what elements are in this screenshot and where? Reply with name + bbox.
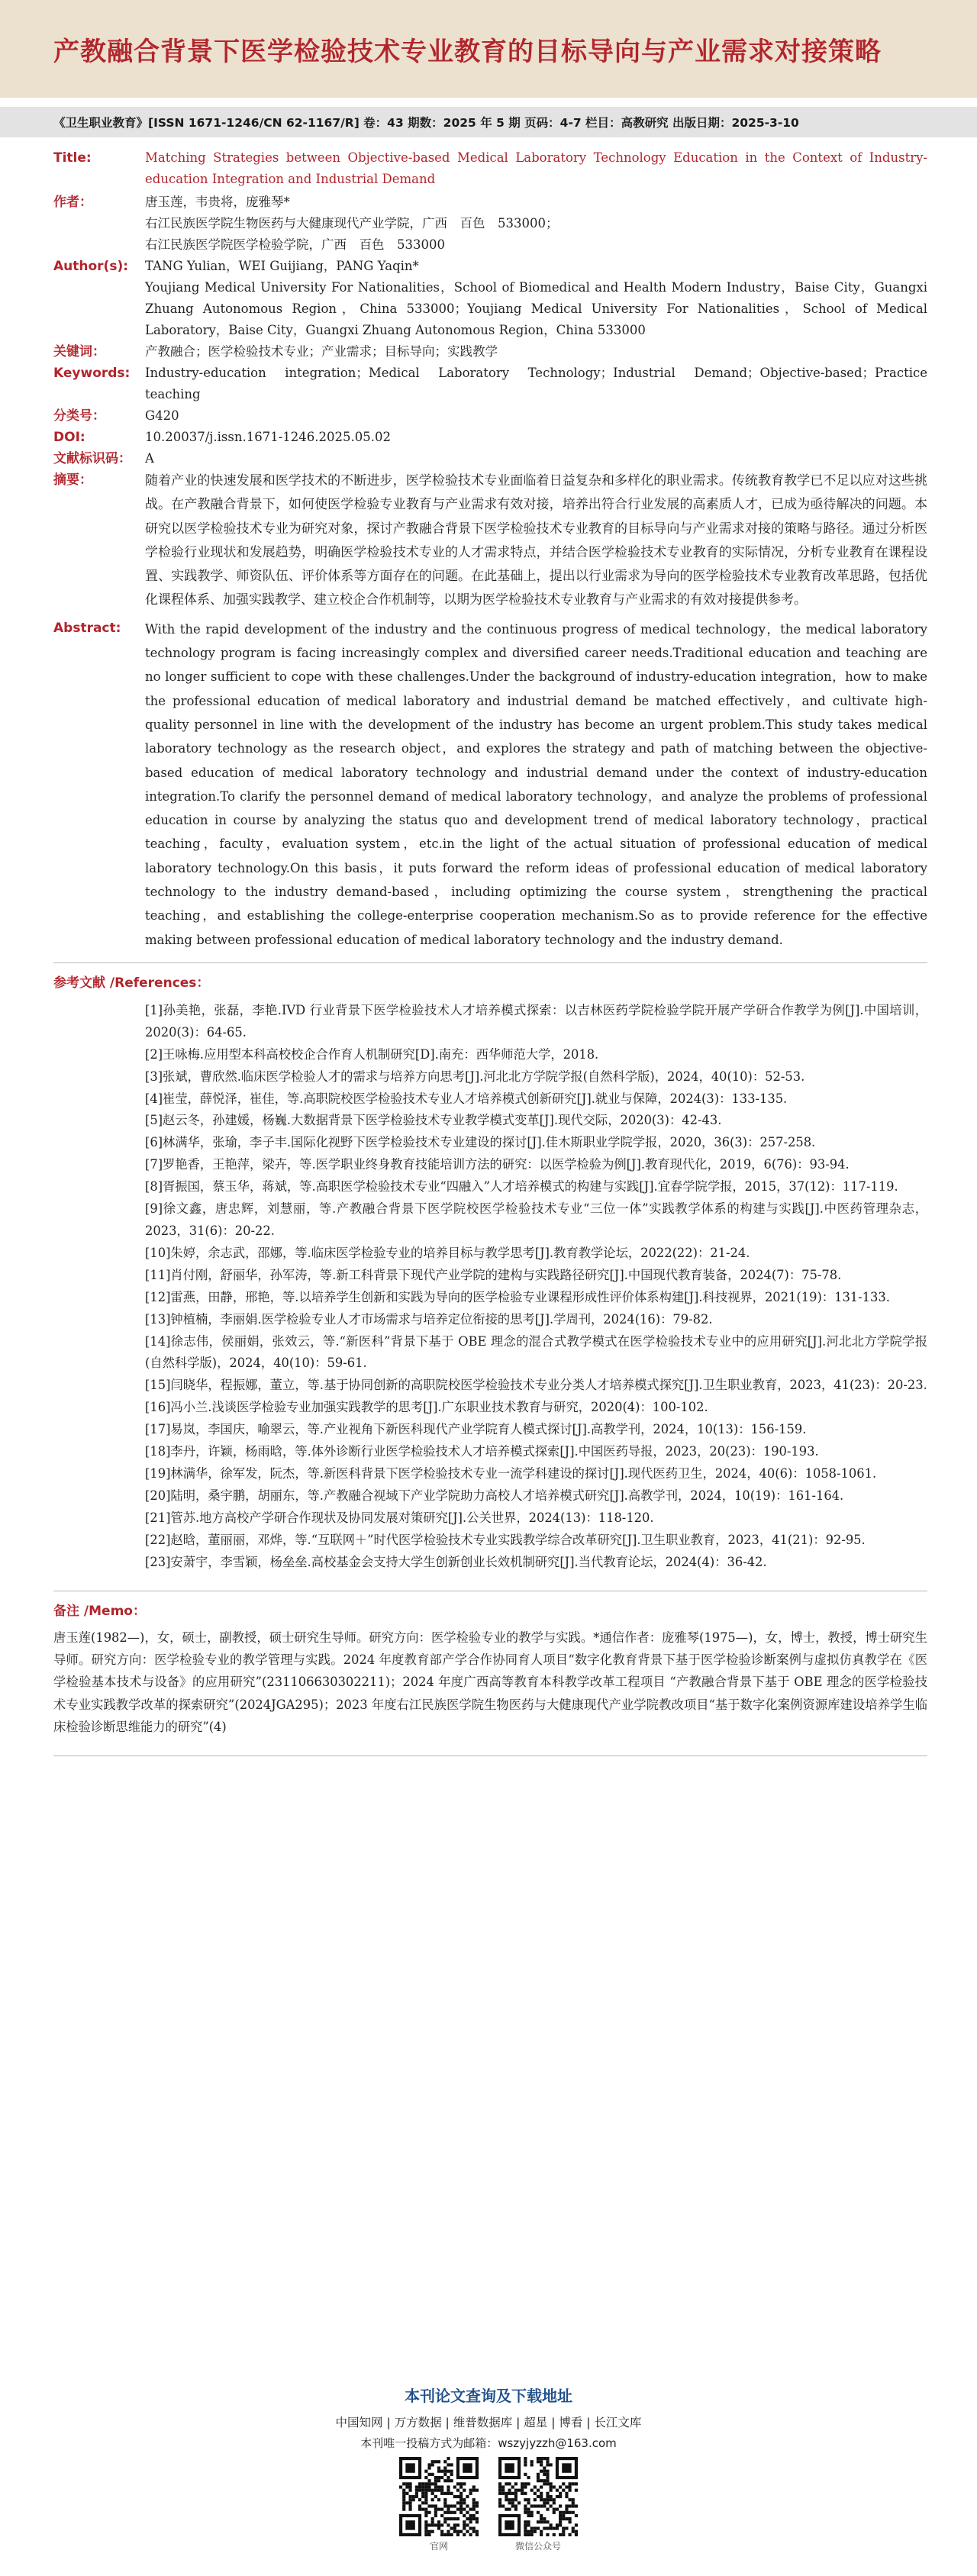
field-label: Abstract: bbox=[53, 620, 121, 636]
reference-item: [12]雷燕，田静，邢艳，等.以培养学生创新和实践为导向的医学检验专业课程形成性评价体系构建[J].科技视界，2021(19)：131-133. bbox=[145, 1289, 890, 1304]
reference-item: [7]罗艳香，王艳萍，梁卉，等.医学职业终身教育技能培训方法的研究：以医学检验为例[J].教育现代化，2019，6(76)：93-94. bbox=[145, 1157, 850, 1172]
qr-website bbox=[399, 2457, 479, 2552]
field-title bbox=[53, 147, 927, 190]
authors-cn-affiliation-1: 右江民族医学院生物医药与大健康现代产业学院，广西 百色 533000； bbox=[145, 216, 559, 231]
reference-item: [19]林满华，徐军发，阮杰，等.新医科背景下医学检验技术专业一流学科建设的探讨[J].现代医药卫生，2024，40(6)：1058-1061. bbox=[145, 1465, 877, 1481]
field-keywords-cn bbox=[53, 341, 927, 363]
qr-code-icon[interactable] bbox=[399, 2457, 479, 2536]
publication-meta-text: 《卫生职业教育》[ISSN 1671-1246/CN 62-1167/R] 卷：43 期数：2025 年 5 期 页码：4-7 栏目：高教研究 出版日期：2025-3-10 bbox=[53, 116, 799, 130]
footer-submission-email[interactable]: 本刊唯一投稿方式为邮箱：wszyjyzzh@163.com bbox=[360, 2436, 617, 2450]
field-authors-en bbox=[53, 256, 927, 341]
qr-wechat-caption: 微信公众号 bbox=[514, 2541, 561, 2552]
doi-value[interactable]: 10.20037/j.issn.1671-1246.2025.05.02 bbox=[145, 430, 392, 444]
field-label: 作者： bbox=[53, 195, 92, 210]
reference-item: [8]胥振国，蔡玉华，蒋斌，等.高职医学检验技术专业“四融入”人才培养模式的构建与实践[J].宜春学院学报，2015，37(12)：117-119. bbox=[145, 1179, 898, 1195]
reference-list bbox=[53, 1000, 927, 1574]
keywords-cn: 产教融合；医学检验技术专业；产业需求；目标导向；实践教学 bbox=[145, 344, 498, 359]
reference-item: [3]张斌，曹欣然.临床医学检验人才的需求与培养方向思考[J].河北北方学院学报(自然科学版)，2024，40(10)：52-53. bbox=[145, 1069, 805, 1084]
article-info bbox=[53, 147, 927, 1756]
authors-cn-affiliation-2: 右江民族医学院医学检验学院，广西 百色 533000 bbox=[145, 237, 445, 252]
reference-item: [11]肖付刚，舒丽华，孙军涛，等.新工科背景下现代产业学院的建构与实践路径研究[J].中国现代教育装备，2024(7)：75-78. bbox=[145, 1267, 842, 1282]
field-doi bbox=[53, 427, 927, 448]
reference-item: [1]孙美艳，张磊，李艳.IVD 行业背景下医学检验技术人才培养模式探索：以吉林医药学院检验学院开展产学研合作教学为例[J].中国培训，2020(3)：64-65. bbox=[145, 1002, 927, 1040]
reference-item: [15]闫晓华，程振娜，董立，等.基于协同创新的高职院校医学检验技术专业分类人才培养模式探究[J].卫生职业教育，2023，41(23)：20-23. bbox=[145, 1378, 927, 1393]
authors-en bbox=[145, 256, 927, 341]
field-keywords-en bbox=[53, 363, 927, 405]
field-authors-cn bbox=[53, 192, 927, 256]
reference-item: [2]王咏梅.应用型本科高校校企合作育人机制研究[D].南充：西华师范大学，2018. bbox=[145, 1046, 599, 1062]
field-label: 摘要： bbox=[53, 472, 92, 488]
qr-code-group bbox=[0, 2457, 977, 2552]
reference-item: [10]朱婷，余志武，邵娜，等.临床医学检验专业的培养目标与教学思考[J].教育教学论坛，2022(22)：21-24. bbox=[145, 1245, 750, 1260]
footer-title: 本刊论文查询及下载地址 bbox=[405, 2387, 572, 2405]
reference-item: [22]赵晗，董丽丽，邓烨，等.“互联网＋”时代医学检验技术专业实践教学综合改革研究[J].卫生职业教育，2023，41(21)：92-95. bbox=[145, 1532, 866, 1547]
reference-item: [6]林满华，张瑜，李子丰.国际化视野下医学检验技术专业建设的探讨[J].佳木斯职业学院学报，2020，36(3)：257-258. bbox=[145, 1135, 816, 1150]
reference-item: [14]徐志伟，侯丽娟，张效云，等.“新医科”背景下基于 OBE 理念的混合式教学模式在医学检验技术专业中的应用研究[J].河北北方学院学报(自然科学版)，2024，40(10)：59-61. bbox=[145, 1333, 927, 1371]
field-abstract-cn bbox=[53, 469, 927, 613]
reference-item: [16]冯小兰.浅谈医学检验专业加强实践教学的思考[J].广东职业技术教育与研究，2020(4)：100-102. bbox=[145, 1400, 708, 1415]
divider bbox=[53, 1755, 927, 1756]
divider bbox=[53, 962, 927, 963]
article-title: 产教融合背景下医学检验技术专业教育的目标导向与产业需求对接策略 bbox=[53, 36, 882, 67]
memo-section bbox=[53, 1601, 927, 1739]
publication-meta-bar bbox=[0, 107, 977, 137]
reference-item: [20]陆明，桑宇鹏，胡丽东，等.产教融合视域下产业学院助力高校人才培养模式研究[J].高教学刊，2024，10(19)：161-164. bbox=[145, 1488, 844, 1503]
reference-item: [13]钟植楠，李丽娟.医学检验专业人才市场需求与培养定位衔接的思考[J].学周刊，2024(16)：79-82. bbox=[145, 1311, 713, 1327]
field-label: DOI: bbox=[53, 430, 85, 445]
reference-item: [9]徐文鑫，唐忠辉，刘慧丽，等.产教融合背景下医学院校医学检验技术专业“三位一体”实践教学体系的构建与实践[J].中医药管理杂志，2023，31(6)：20-22. bbox=[145, 1201, 927, 1238]
reference-item: [17]易岚，李国庆，喻翠云，等.产业视角下新医科现代产业学院育人模式探讨[J].高教学刊，2024，10(13)：156-159. bbox=[145, 1422, 807, 1437]
reference-item: [23]安萧宇，李雪颖，杨垒垒.高校基金会支持大学生创新创业长效机制研究[J].当代教育论坛，2024(4)：36-42. bbox=[145, 1554, 767, 1569]
footer bbox=[0, 2384, 977, 2552]
authors-en-names: TANG Yulian，WEI Guijiang，PANG Yaqin* bbox=[145, 259, 419, 273]
reference-item: [18]李丹，许颖，杨雨晗，等.体外诊断行业医学检验技术人才培养模式探索[J].中国医药导报，2023，20(23)：190-193. bbox=[145, 1444, 819, 1459]
field-label: Keywords: bbox=[53, 366, 131, 381]
keywords-en: Industry-education integration；Medical Laboratory Technology；Industrial Demand；Objective-based；Practice teaching bbox=[145, 366, 927, 401]
field-label: 文献标识码： bbox=[53, 451, 131, 466]
abstract-cn: 随着产业的快速发展和医学技术的不断进步，医学检验技术专业面临着日益复杂和多样化的职业需求。传统教育教学已不足以应对这些挑战。在产教融合背景下，如何使医学检验专业教育与产业需求有效对接，培养出符合行业发展的高素质人才，已成为亟待解决的问题。本研究以医学检验技术专业为研究对象，探讨产教融合背景下医学检验技术专业教育的目标导向与产业需求对接的策略与路径。通过分析医学检验行业现状和发展趋势，明确医学检验技术专业的人才需求特点，并结合医学检验技术专业教育的实际情况，分析专业教育在课程设置、实践教学、师资队伍、评价体系等方面存在的问题。在此基础上，提出以行业需求为导向的医学检验技术专业教育改革思路，包括优化课程体系、加强实践教学、建立校企合作机制等，以期为医学检验技术专业教育与产业需求的有效对接提供参考。 bbox=[145, 473, 927, 608]
reference-item: [21]管苏.地方高校产学研合作现状及协同发展对策研究[J].公关世界，2024(13)：118-120. bbox=[145, 1510, 654, 1525]
field-label: 分类号： bbox=[53, 408, 105, 424]
references-section bbox=[53, 972, 927, 1574]
authors-cn bbox=[145, 192, 927, 256]
field-label: Author(s): bbox=[53, 259, 129, 274]
title-en: Matching Strategies between Objective-based Medical Laboratory Technology Education in the Context of Industry-education Integration and Industrial Demand bbox=[145, 150, 927, 186]
memo-title: 备注 /Memo： bbox=[53, 1603, 146, 1619]
field-clc bbox=[53, 405, 927, 427]
field-doc-code bbox=[53, 448, 927, 469]
header-banner bbox=[0, 0, 977, 98]
field-label: 关键词： bbox=[53, 344, 105, 359]
qr-code-icon[interactable] bbox=[498, 2457, 578, 2536]
qr-wechat bbox=[498, 2457, 578, 2552]
authors-en-affiliations: Youjiang Medical University For Nationalities，School of Biomedical and Health Modern Industry，Baise City，Guangxi Zhuang Autonomous Region，China 533000；Youjiang Medical University For Nationalities，School of Medical Laboratory，Baise City，Guangxi Zhuang Autonomous Region，China 533000 bbox=[145, 280, 927, 337]
clc-number: G420 bbox=[145, 408, 179, 423]
doc-code-value: A bbox=[145, 451, 154, 466]
qr-website-caption: 官网 bbox=[429, 2541, 448, 2552]
field-abstract-en bbox=[53, 617, 927, 952]
reference-item: [4]崔莹，薛悦泽，崔佳，等.高职院校医学检验技术专业人才培养模式创新研究[J].就业与保障，2024(3)：133-135. bbox=[145, 1091, 788, 1106]
reference-item: [5]赵云冬，孙建媛，杨巍.大数据背景下医学检验技术专业教学模式变革[J].现代交际，2020(3)：42-43. bbox=[145, 1113, 722, 1128]
references-title: 参考文献 /References： bbox=[53, 975, 210, 991]
memo-text: 唐玉莲(1982—)，女，硕士，副教授，硕士研究生导师。研究方向：医学检验专业的教学与实践。*通信作者：庞雅琴(1975—)，女，博士，教授，博士研究生导师。研究方向：医学检验专业的教学管理与实践。2024 年度教育部产学合作协同育人项目“数字化教育背景下基于医学检验诊断案例与虚拟仿真教学在《医学检验基本技术与设备》的应用研究”(231106630302211)；2024 年度广西高等教育本科教学改革工程项目 “产教融合背景下基于 OBE 理念的医学检验技术专业实践教学改革的探索研究”(2024JGA295)；2023 年度右江民族医学院生物医药与大健康现代产业学院教改项目“基于数字化案例资源库建设培养学生临床检验诊断思维能力的研究”(4) bbox=[53, 1630, 927, 1735]
field-label: Title: bbox=[53, 150, 92, 166]
authors-cn-names: 唐玉莲，韦贵将，庞雅琴* bbox=[145, 195, 290, 209]
abstract-en: With the rapid development of the industry and the continuous progress of medical technology，the medical laboratory technology program is facing increasingly complex and diversified career needs.Traditional education and teaching are no longer sufficient to cope with these challenges.Under the background of industry-education integration，how to make the professional education of medical laboratory and industrial demand be matched effectively，and cultivate high-quality personnel in line with the development of the industry has become an urgent problem.This study takes medical laboratory technology as the research object，and explores the strategy and path of matching between the objective-based education of medical laboratory technology and industrial demand under the context of industry-education integration.To clarify the personnel demand of medical laboratory technology，and analyze the problems of professional education in course by analyzing the status quo and development trend of medical laboratory technology，practical teaching，faculty，evaluation system，etc.in the light of the actual situation of professional education of medical laboratory technology.On this basis，it puts forward the reform ideas of professional education of medical laboratory technology to the industry demand-based，including optimizing the course system，strengthening the practical teaching，and establishing the college-enterprise cooperation mechanism.So as to provide reference for the effective making between professional education of medical laboratory technology and the industry demand. bbox=[145, 621, 927, 947]
footer-database-links[interactable]: 中国知网 | 万方数据 | 维普数据库 | 超星 | 博看 | 长江文库 bbox=[335, 2416, 642, 2429]
